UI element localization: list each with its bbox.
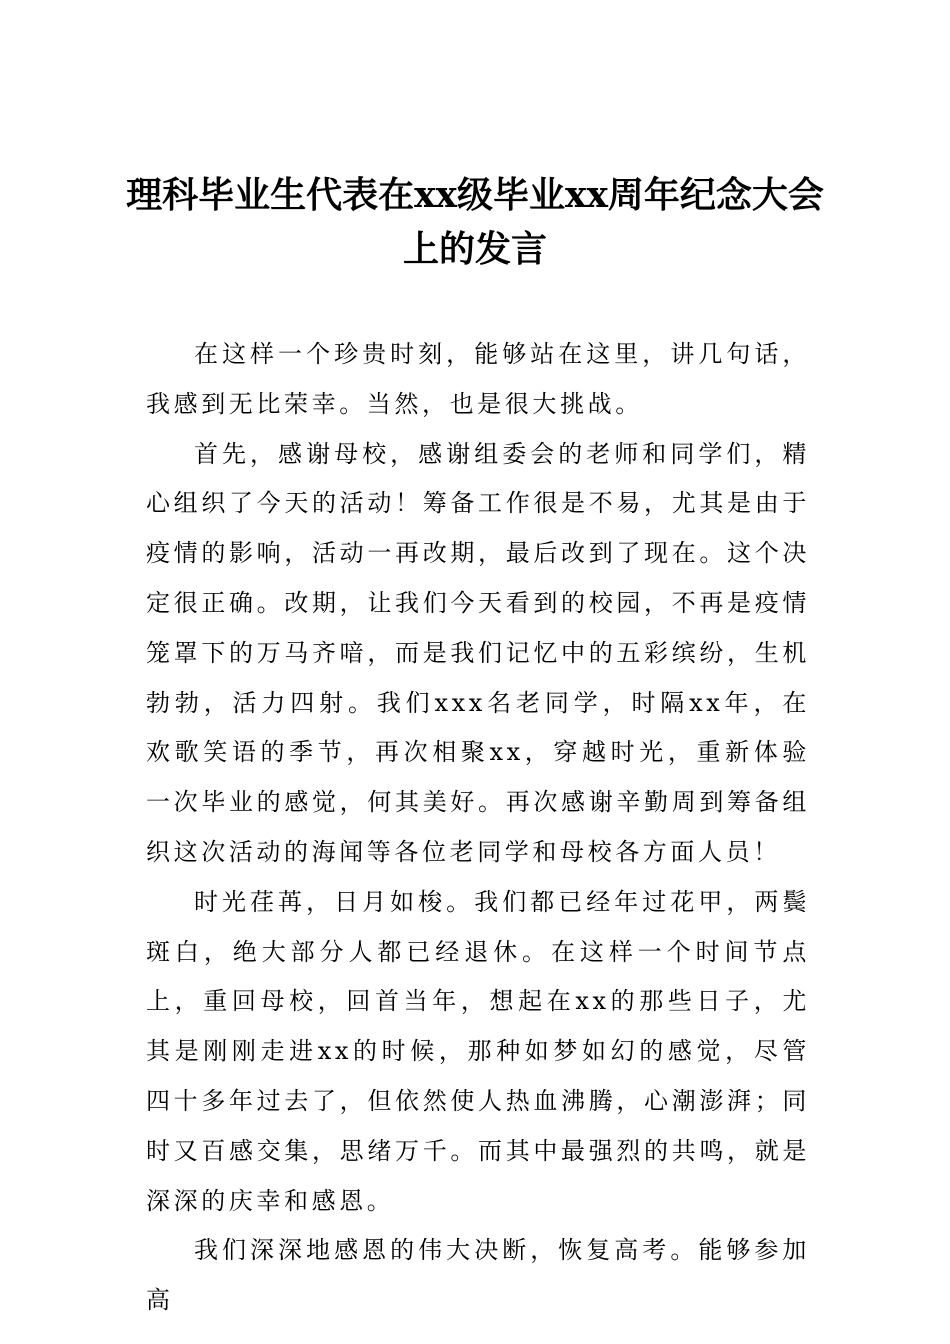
paragraph-3: 时光荏苒，日月如梭。我们都已经年过花甲，两鬓斑白，绝大部分人都已经退休。在这样一个时间节点上，重回母校，回首当年，想起在xx的那些日子，尤其是刚刚走进xx的时候，那种如梦如幻的感觉，尽管四十多年过去了，但依然使人热血沸腾，心潮澎湃；同时又百感交集，思绪万千。而其中最强烈的共鸣，就是深深的庆幸和感恩。 — [146, 887, 810, 1215]
document-body — [146, 330, 810, 1326]
paragraph-4: 我们深深地感恩的伟大决断，恢复高考。能够参加高 — [146, 1236, 810, 1315]
document-title: 理科毕业生代表在xx级毕业xx周年纪念大会上的发言 — [126, 174, 824, 270]
paragraph-2: 首先，感谢母校，感谢组委会的老师和同学们，精心组织了今天的活动！筹备工作很是不易，尤其是由于疫情的影响，活动一再改期，最后改到了现在。这个决定很正确。改期，让我们今天看到的校园，不再是疫情笼罩下的万马齐喑，而是我们记忆中的五彩缤纷，生机勃勃，活力四射。我们xxx名老同学，时隔xx年，在欢歌笑语的季节，再次相聚xx，穿越时光，重新体验一次毕业的感觉，何其美好。再次感谢辛勤周到筹备组织这次活动的海闻等各位老同学和母校各方面人员！ — [146, 439, 810, 866]
paragraph-1: 在这样一个珍贵时刻，能够站在这里，讲几句话，我感到无比荣幸。当然，也是很大挑战。 — [146, 340, 810, 418]
